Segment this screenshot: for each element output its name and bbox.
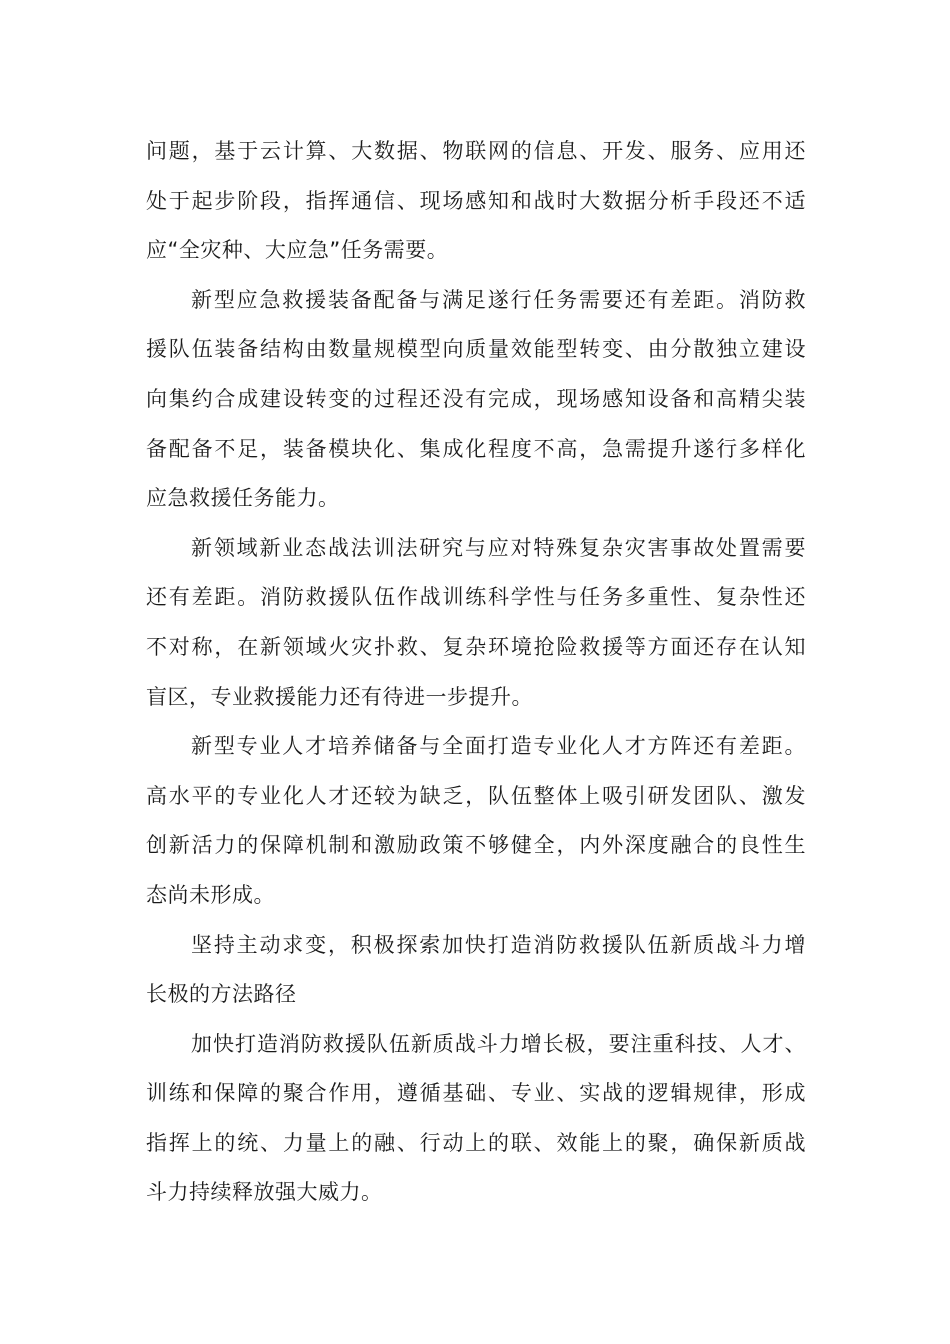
text-line: 不对称，在新领域火灾扑救、复杂环境抢险救援等方面还存在认知 [146,634,806,659]
text-line: 应急救援任务能力。 [146,486,340,511]
text-line: 应“全灾种、大应急”任务需要。 [146,238,449,263]
text-line: 新型应急救援装备配备与满足遂行任务需要还有差距。消防救 [191,287,806,312]
text-line: 新领域新业态战法训法研究与应对特殊复杂灾害事故处置需要 [191,535,806,560]
text-line: 备配备不足，装备模块化、集成化程度不高，急需提升遂行多样化 [146,436,806,461]
text-line: 态尚未形成。 [146,882,275,907]
text-line: 援队伍装备结构由数量规模型向质量效能型转变、由分散独立建设 [146,337,806,362]
text-line: 问题，基于云计算、大数据、物联网的信息、开发、服务、应用还 [146,139,806,163]
text-line: 训练和保障的聚合作用，遵循基础、专业、实战的逻辑规律，形成 [146,1081,806,1106]
text-line: 指挥上的统、力量上的融、行动上的联、效能上的聚，确保新质战 [146,1130,806,1155]
text-line: 高水平的专业化人才还较为缺乏，队伍整体上吸引研发团队、激发 [146,783,806,808]
text-line: 创新活力的保障机制和激励政策不够健全，内外深度融合的良性生 [146,833,806,858]
text-line: 长极的方法路径 [146,982,297,1007]
text-line: 新型专业人才培养储备与全面打造专业化人才方阵还有差距。 [191,734,806,759]
text-line: 盲区，专业救援能力还有待进一步提升。 [146,684,533,709]
text-line: 加快打造消防救援队伍新质战斗力增长极，要注重科技、人才、 [191,1031,806,1056]
text-line: 处于起步阶段，指挥通信、现场感知和战时大数据分析手段还不适 [146,188,806,213]
text-line: 还有差距。消防救援队伍作战训练科学性与任务多重性、复杂性还 [146,585,806,610]
text-line: 坚持主动求变，积极探索加快打造消防救援队伍新质战斗力增 [191,932,806,957]
document-body [146,127,806,1218]
text-line: 斗力持续释放强大威力。 [146,1180,383,1205]
text-line: 向集约合成建设转变的过程还没有完成，现场感知设备和高精尖装 [146,386,806,411]
